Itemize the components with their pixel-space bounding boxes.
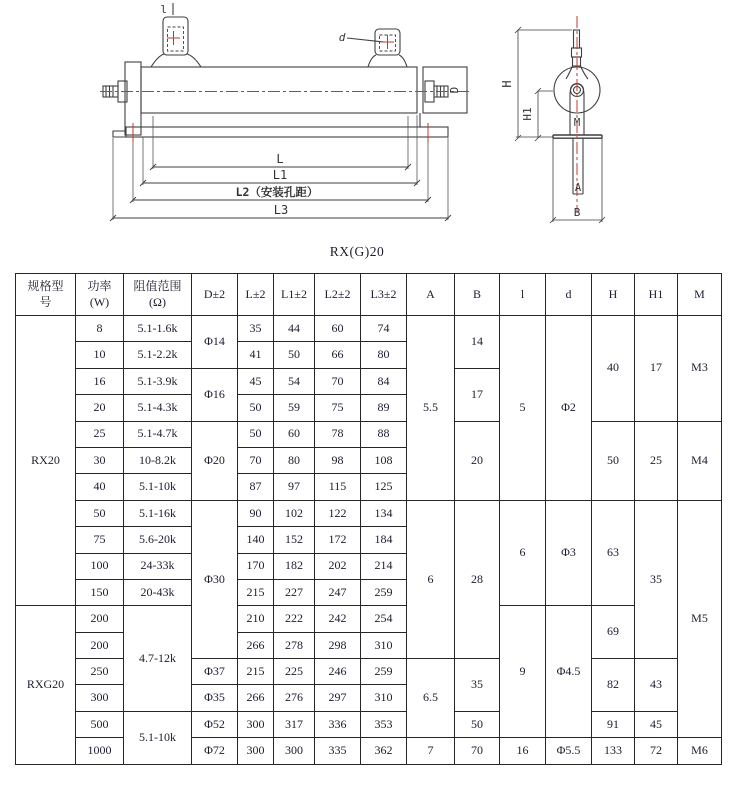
cell-L1: 44 <box>274 316 315 342</box>
cell-resistance: 20-43k <box>124 579 192 605</box>
cell-B: 14 <box>455 316 500 369</box>
cell-L2: 172 <box>315 527 361 553</box>
cell-B: 70 <box>455 738 500 764</box>
cell-H: 91 <box>592 711 635 737</box>
cell-B: 17 <box>455 368 500 421</box>
technical-drawing <box>0 0 736 238</box>
cell-power: 16 <box>76 368 124 394</box>
cell-L1: 50 <box>274 342 315 368</box>
cell-H: 133 <box>592 738 635 764</box>
cell-D: Φ52 <box>192 711 238 737</box>
cell-M: M4 <box>678 421 722 500</box>
cell-B: 35 <box>455 659 500 712</box>
cell-power: 300 <box>76 685 124 711</box>
label-diameter-D: D <box>448 86 461 94</box>
cell-power: 8 <box>76 316 124 342</box>
dim-label-L3: L3 <box>273 203 289 217</box>
cell-D: Φ16 <box>192 368 238 421</box>
cell-L3: 259 <box>361 659 407 685</box>
cell-L: 300 <box>238 711 274 737</box>
cell-L3: 353 <box>361 711 407 737</box>
col-header-A: A <box>407 274 455 316</box>
cell-resistance: 5.6-20k <box>124 527 192 553</box>
cell-model: RXG20 <box>16 606 76 764</box>
cell-L3: 310 <box>361 632 407 658</box>
cell-M: M6 <box>678 738 722 764</box>
cell-L1: 276 <box>274 685 315 711</box>
cell-H: 50 <box>592 421 635 500</box>
cell-L2: 66 <box>315 342 361 368</box>
dim-label-L2: L2（安装孔距） <box>235 185 319 199</box>
cell-d: Φ3 <box>546 500 592 606</box>
table-row <box>16 659 722 685</box>
cell-l: 16 <box>500 738 546 764</box>
cell-power: 50 <box>76 500 124 526</box>
col-header-power: 功率 (W) <box>76 274 124 316</box>
col-header-L: L±2 <box>238 274 274 316</box>
cell-L3: 108 <box>361 447 407 473</box>
cell-L: 50 <box>238 395 274 421</box>
cell-L: 45 <box>238 368 274 394</box>
cell-L: 140 <box>238 527 274 553</box>
cell-L: 266 <box>238 632 274 658</box>
spec-table-head <box>16 274 722 316</box>
cell-L: 70 <box>238 447 274 473</box>
cell-power: 10 <box>76 342 124 368</box>
cell-L2: 98 <box>315 447 361 473</box>
cell-L: 90 <box>238 500 274 526</box>
col-header-H1: H1 <box>635 274 678 316</box>
resistor-side-view <box>103 3 467 137</box>
cell-resistance: 5.1-4.7k <box>124 421 192 447</box>
cell-L2: 298 <box>315 632 361 658</box>
cell-L1: 278 <box>274 632 315 658</box>
cell-L3: 214 <box>361 553 407 579</box>
cell-L3: 125 <box>361 474 407 500</box>
cell-d: Φ2 <box>546 316 592 501</box>
cell-H1: 25 <box>635 421 678 500</box>
cell-L: 50 <box>238 421 274 447</box>
cell-power: 40 <box>76 474 124 500</box>
cell-H: 69 <box>592 606 635 659</box>
cell-H1: 43 <box>635 659 678 712</box>
cell-M: M5 <box>678 500 722 738</box>
table-row <box>16 606 722 632</box>
cell-L3: 74 <box>361 316 407 342</box>
cell-power: 1000 <box>76 738 124 764</box>
cell-L: 87 <box>238 474 274 500</box>
cell-L1: 227 <box>274 579 315 605</box>
cell-l: 6 <box>500 500 546 606</box>
cell-L: 170 <box>238 553 274 579</box>
cell-power: 250 <box>76 659 124 685</box>
cell-L2: 247 <box>315 579 361 605</box>
cell-resistance: 10-8.2k <box>124 447 192 473</box>
cell-L1: 317 <box>274 711 315 737</box>
cell-L3: 84 <box>361 368 407 394</box>
cell-power: 200 <box>76 606 124 632</box>
cell-H: 40 <box>592 316 635 422</box>
cell-D: Φ20 <box>192 421 238 500</box>
cell-L2: 297 <box>315 685 361 711</box>
cell-A: 6 <box>407 500 455 658</box>
label-hole-d: d <box>338 31 346 44</box>
col-header-resistance: 阻值范围 (Ω) <box>124 274 192 316</box>
col-header-B: B <box>455 274 500 316</box>
cell-L2: 115 <box>315 474 361 500</box>
cell-M: M3 <box>678 316 722 422</box>
dim-label-L1: L1 <box>272 168 288 182</box>
cell-H1: 72 <box>635 738 678 764</box>
side-view-centerlines <box>100 31 472 142</box>
cell-L1: 222 <box>274 606 315 632</box>
table-row <box>16 738 722 764</box>
cell-L1: 54 <box>274 368 315 394</box>
cell-L: 215 <box>238 579 274 605</box>
cell-power: 20 <box>76 395 124 421</box>
cell-L3: 88 <box>361 421 407 447</box>
cell-L1: 59 <box>274 395 315 421</box>
cell-L3: 184 <box>361 527 407 553</box>
cell-L1: 182 <box>274 553 315 579</box>
cell-A: 7 <box>407 738 455 764</box>
cell-model: RX20 <box>16 316 76 606</box>
dim-label-L: L <box>276 152 284 166</box>
col-header-L1: L1±2 <box>274 274 315 316</box>
cell-power: 500 <box>76 711 124 737</box>
col-header-d: d <box>546 274 592 316</box>
cell-resistance: 24-33k <box>124 553 192 579</box>
cell-L3: 254 <box>361 606 407 632</box>
label-stud-A: A <box>574 182 582 194</box>
cell-H1: 35 <box>635 500 678 658</box>
cell-D: Φ30 <box>192 500 238 658</box>
cell-power: 25 <box>76 421 124 447</box>
cell-H: 82 <box>592 659 635 712</box>
col-header-L3: L3±2 <box>361 274 407 316</box>
cell-power: 200 <box>76 632 124 658</box>
cell-resistance: 5.1-10k <box>124 711 192 764</box>
cell-resistance: 5.1-4.3k <box>124 395 192 421</box>
cell-L1: 225 <box>274 659 315 685</box>
cell-L: 266 <box>238 685 274 711</box>
label-thread-M: M <box>573 117 581 129</box>
cell-L1: 97 <box>274 474 315 500</box>
cell-resistance: 5.1-3.9k <box>124 368 192 394</box>
cell-L2: 70 <box>315 368 361 394</box>
cell-L3: 259 <box>361 579 407 605</box>
cell-L: 300 <box>238 738 274 764</box>
cell-resistance: 5.1-2.2k <box>124 342 192 368</box>
cell-D: Φ72 <box>192 738 238 764</box>
cell-L1: 152 <box>274 527 315 553</box>
cell-L2: 246 <box>315 659 361 685</box>
cell-B: 20 <box>455 421 500 500</box>
cell-d: Φ5.5 <box>546 738 592 764</box>
cell-power: 30 <box>76 447 124 473</box>
cell-L1: 102 <box>274 500 315 526</box>
cell-l: 5 <box>500 316 546 501</box>
cell-resistance: 5.1-1.6k <box>124 316 192 342</box>
cell-D: Φ37 <box>192 659 238 685</box>
cell-L3: 89 <box>361 395 407 421</box>
cell-resistance: 5.1-10k <box>124 474 192 500</box>
cell-L3: 362 <box>361 738 407 764</box>
cell-resistance: 5.1-16k <box>124 500 192 526</box>
cell-L2: 242 <box>315 606 361 632</box>
cell-A: 6.5 <box>407 659 455 738</box>
cell-L1: 80 <box>274 447 315 473</box>
table-row <box>16 316 722 342</box>
cell-B: 50 <box>455 711 500 737</box>
cell-power: 75 <box>76 527 124 553</box>
cell-power: 100 <box>76 553 124 579</box>
table-row <box>16 500 722 526</box>
cell-B: 28 <box>455 500 500 658</box>
cell-L3: 134 <box>361 500 407 526</box>
col-header-l: l <box>500 274 546 316</box>
cell-L: 215 <box>238 659 274 685</box>
dim-label-H: H <box>500 80 514 88</box>
col-header-H: H <box>592 274 635 316</box>
col-header-L2: L2±2 <box>315 274 361 316</box>
label-clip-l: l <box>160 3 167 16</box>
col-header-M: M <box>678 274 722 316</box>
spec-table-body <box>16 316 722 765</box>
table-row <box>16 421 722 447</box>
cell-L2: 75 <box>315 395 361 421</box>
cell-L: 35 <box>238 316 274 342</box>
cell-H1: 17 <box>635 316 678 422</box>
cell-L2: 78 <box>315 421 361 447</box>
cell-l: 9 <box>500 606 546 738</box>
cell-L2: 335 <box>315 738 361 764</box>
cell-d: Φ4.5 <box>546 606 592 738</box>
cell-power: 150 <box>76 579 124 605</box>
cell-L2: 336 <box>315 711 361 737</box>
spec-table <box>15 273 722 765</box>
cell-resistance: 4.7-12k <box>124 606 192 712</box>
cell-L2: 60 <box>315 316 361 342</box>
cell-L2: 122 <box>315 500 361 526</box>
cell-H1: 45 <box>635 711 678 737</box>
cell-L1: 60 <box>274 421 315 447</box>
cell-L3: 310 <box>361 685 407 711</box>
cell-L3: 80 <box>361 342 407 368</box>
dim-label-H1: H1 <box>521 107 534 121</box>
cell-L2: 202 <box>315 553 361 579</box>
cell-H: 63 <box>592 500 635 606</box>
end-view-dimension-lines <box>515 27 605 223</box>
cell-D: Φ14 <box>192 316 238 369</box>
cell-L: 210 <box>238 606 274 632</box>
cell-D: Φ35 <box>192 685 238 711</box>
table-row <box>16 711 722 737</box>
col-header-D: D±2 <box>192 274 238 316</box>
figure-title: RX(G)20 <box>329 244 385 259</box>
cell-L1: 300 <box>274 738 315 764</box>
cell-L: 41 <box>238 342 274 368</box>
dim-label-B: B <box>573 206 581 219</box>
col-header-model: 规格型 号 <box>16 274 76 316</box>
cell-A: 5.5 <box>407 316 455 501</box>
